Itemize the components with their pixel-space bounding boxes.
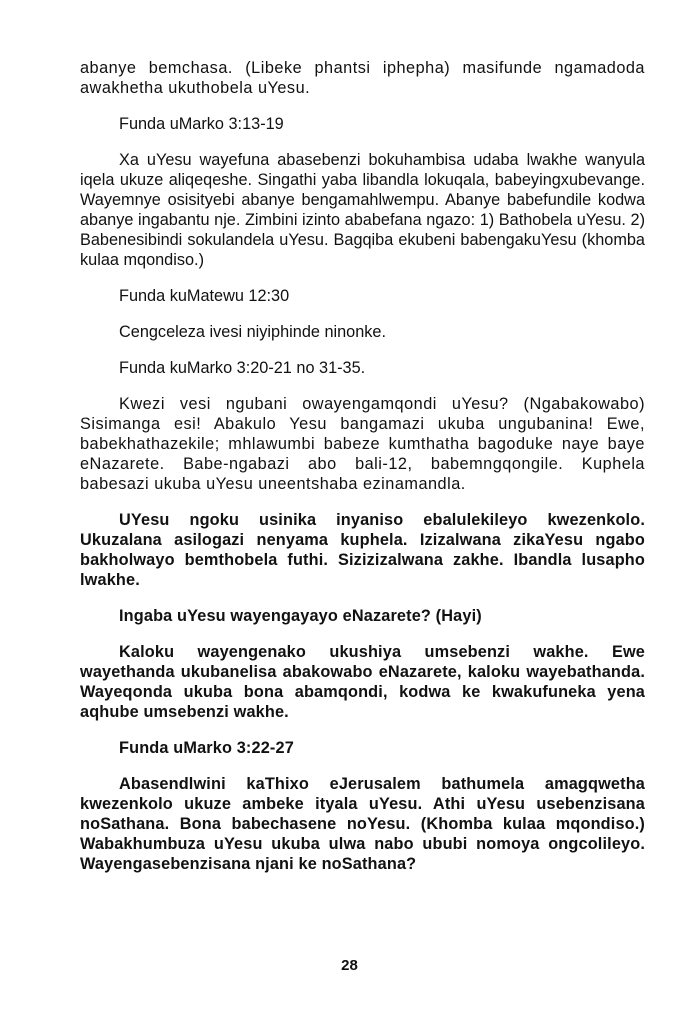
scripture-reference-marko-3-22: Funda uMarko 3:22-27 [119,739,294,757]
paragraph-work: Kaloku wayengenako ukushiya umsebenzi wakhe. Ewe wayethanda ukubanelisa abakowabo eNazarete, kaloku wayebathanda. Wayeqonda ukuba bona abamqondi, kodwa ke kwakufuneka yena aqhube umsebenzi wakhe. [80,643,645,721]
scripture-reference-marko-3-13: Funda uMarko 3:13-19 [119,115,284,133]
page-number: 28 [341,957,358,974]
page-body [80,58,645,874]
paragraph-intro: abanye bemchasa. (Libeke phantsi iphepha) masifunde ngamadoda awakhetha ukuthobela uYesu. [80,59,645,97]
paragraph-family: Kwezi vesi ngubani owayengamqondi uYesu? (Ngabakowabo) Sisimanga esi! Abakulo Yesu bangamazi ukuba ungubanina! Ewe, babekhathazekile; mhlawumbi babeze kumthatha bagoduke naye baye eNazarete. Babe-ngabazi abo bali-12, babemngqongile. Kuphela babesazi ukuba uYesu uneentshaba ezinamandla. [80,395,645,493]
scripture-reference-matewu-12-30: Funda kuMatewu 12:30 [119,287,290,305]
paragraph-disciples: Xa uYesu wayefuna abasebenzi bokuhambisa udaba lwakhe wanyula iqela ukuze aliqeqeshe. Singathi yaba libandla lokuqala, babeyingxubevange. Wayemnye osisityebi abanye bengamahlwempu. Abanye babefundile kodwa abanye ingabantu nje. Zimbini izinto ababefana ngazo: 1) Bathobela uYesu. 2) Babenesibindi sokulandela uYesu. Bagqiba ekubeni babengakuYesu (khomba kulaa mqondiso.) [80,151,645,269]
paragraph-truth: UYesu ngoku usinika inyaniso ebalulekileyo kwezenkolo. Ukuzalana asilogazi nenyama kuphela. Izizalwana zikaYesu ngabo bakholwayo bemthobela futhi. Sizizizalwana zakhe. Ibandla lusapho lwakhe. [80,511,645,589]
question-nazareth: Ingaba uYesu wayengayayo eNazarete? (Hayi) [119,607,482,625]
paragraph-satan: Abasendlwini kaThixo eJerusalem bathumela amagqwetha kwezenkolo ukuze ambeke ityala uYesu. Athi uYesu usebenzisana noSathana. Bona babechasene noYesu. (Khomba kulaa mqondiso.) Wabakhumbuza uYesu ukuba ulwa nabo ububi nomoya ongcolileyo. Wayengasebenzisana njani ke noSathana? [80,775,645,873]
scripture-reference-marko-3-20: Funda kuMarko 3:20-21 no 31-35. [119,359,366,377]
memorize-instruction: Cengceleza ivesi niyiphinde ninonke. [119,323,387,341]
